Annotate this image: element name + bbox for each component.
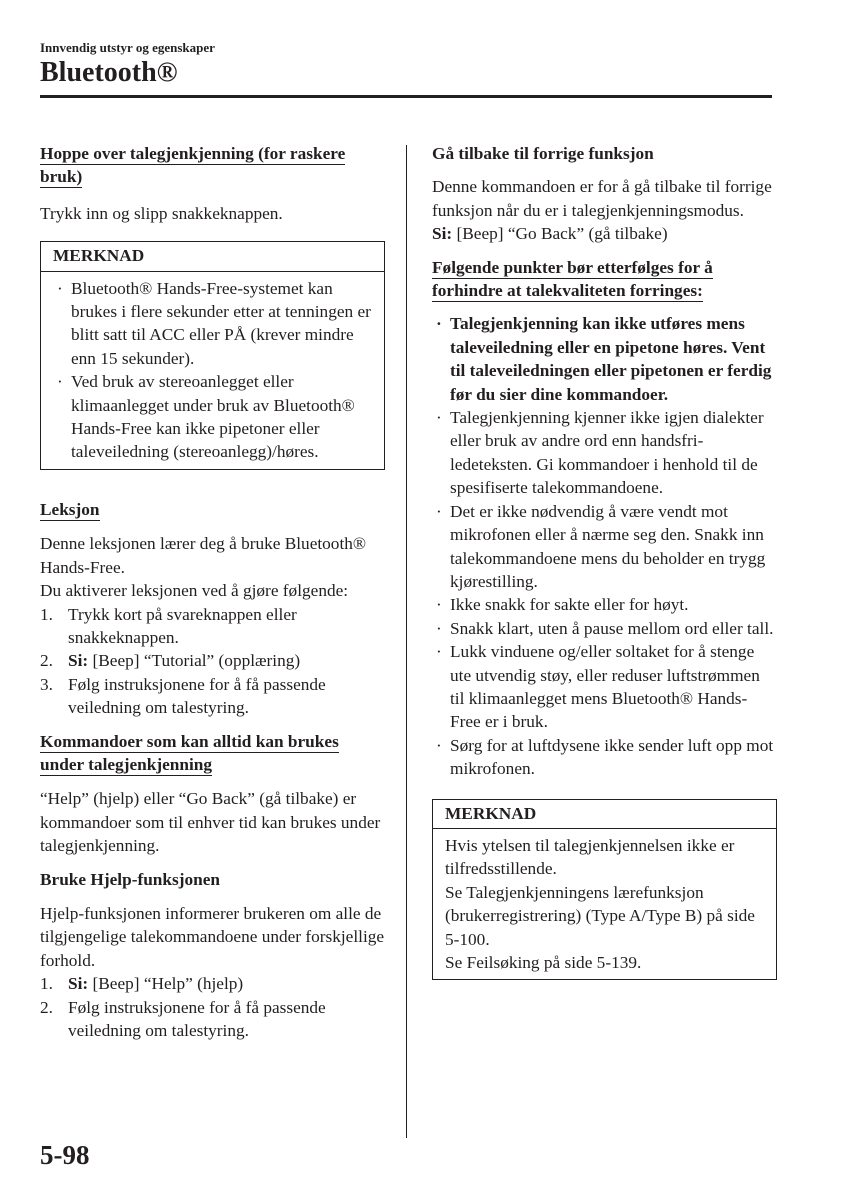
step-item: 3. Følg instruksjonene for å få passende veiledning om talestyring.	[40, 674, 326, 718]
tip-item: · Sørg for at luftdysene ikke sender luft opp mot mikrofonen.	[436, 735, 774, 779]
step-item: 1. Si: [Beep] “Help” (hjelp)	[40, 974, 244, 994]
note-title: MERKNAD	[41, 242, 384, 271]
step-item: 2. Si: [Beep] “Tutorial” (opplæring)	[40, 651, 301, 671]
note-body	[433, 829, 776, 979]
step-item: 2. Følg instruksjonene for å få passende veiledning om talestyring.	[40, 997, 326, 1040]
heading-go-back: Gå tilbake til forrige funksjon	[432, 144, 654, 163]
note-bullet: · Ved bruk av stereoanlegget eller klimaanlegget under bruk av Bluetooth® Hands-Free kan ikke pipetoner eller taleveiledning (stereoanlegg)/høres.	[57, 372, 355, 462]
tip-item: · Talegjenkjenning kjenner ikke igjen dialekter eller bruk av andre ord enn handsfri-ledeteksten. Gi kommandoer i henhold til de spesifiserte talekommandoene.	[436, 408, 764, 498]
paragraph-always-commands: “Help” (hjelp) eller “Go Back” (gå tilbake) er kommandoer som til enhver tid kan brukes under talegjenkjenning.	[40, 789, 381, 856]
note-line: Se Feilsøking på side 5-139.	[445, 953, 642, 972]
note-body	[41, 272, 384, 469]
page-number: 5-98	[40, 1140, 90, 1170]
tip-item: · Snakk klart, uten å pause mellom ord eller tall.	[436, 618, 774, 638]
left-column	[40, 142, 385, 1042]
paragraph-lesson-intro: Denne leksjonen lærer deg å bruke Bluetooth® Hands-Free.	[40, 534, 367, 577]
paragraph-lesson-activate: Du aktiverer leksjonen ved å gjøre følgende:	[40, 581, 349, 601]
heading-skip-recognition: Hoppe over talegjenkjenning (for raskere bruk)	[40, 144, 346, 187]
tips-list	[432, 312, 777, 780]
note-box	[40, 241, 385, 470]
header-divider	[40, 95, 772, 98]
tip-item: · Lukk vinduene og/eller soltaket for å stenge ute utvendig støy, eller reduser luftstrømmen til klimaanlegget mens Bluetooth® Hands-Free er i bruk.	[436, 642, 760, 732]
heading-help-function: Bruke Hjelp-funksjonen	[40, 869, 221, 889]
note-line: Se Talegjenkjenningens lærefunksjon (brukerregistrering) (Type A/Type B) på side 5-100.	[445, 882, 755, 949]
paragraph-go-back-say: Si: [Beep] “Go Back” (gå tilbake)	[432, 224, 668, 244]
tip-item: · Ikke snakk for sakte eller for høyt.	[436, 595, 689, 615]
heading-lesson: Leksjon	[40, 499, 100, 519]
note-bullet: · Bluetooth® Hands-Free-systemet kan brukes i flere sekunder etter at tenningen er blitt satt til ACC eller PÅ (krever mindre enn 15 sekunder).	[57, 278, 371, 368]
paragraph-help-function: Hjelp-funksjonen informerer brukeren om alle de tilgjengelige talekommandoene under forskjellige forhold.	[40, 903, 385, 970]
note-box	[432, 799, 777, 981]
heading-always-commands: Kommandoer som kan alltid kan brukes under talegjenkjenning	[40, 731, 339, 774]
note-line: Hvis ytelsen til talegjenkjennelsen ikke er tilfredsstillende.	[445, 835, 735, 879]
tip-item: · Talegjenkjenning kan ikke utføres mens taleveiledning eller en pipetone høres. Vent til taleveiledningen eller pipetonen er ferdig før du sier dine kommandoer.	[436, 314, 772, 404]
note-title: MERKNAD	[433, 800, 776, 829]
page-title: Bluetooth®	[40, 57, 178, 88]
column-divider	[406, 145, 407, 1138]
tip-item: · Det er ikke nødvendig å være vendt mot mikrofonen eller å nærme seg den. Snakk inn talekommandoene mens du beholder en trygg kjørestilling.	[436, 501, 766, 591]
heading-quality-tips: Følgende punkter bør etterfølges for å forhindre at talekvaliteten forringes:	[432, 257, 713, 301]
paragraph-skip: Trykk inn og slipp snakkeknappen.	[40, 203, 283, 223]
step-item: 1. Trykk kort på svareknappen eller snakkeknappen.	[40, 604, 297, 647]
right-column	[432, 142, 777, 980]
section-title: Innvendig utstyr og egenskaper	[40, 40, 215, 55]
paragraph-go-back: Denne kommandoen er for å gå tilbake til forrige funksjon når du er i talegjenkjenningsmodus.	[432, 177, 772, 220]
